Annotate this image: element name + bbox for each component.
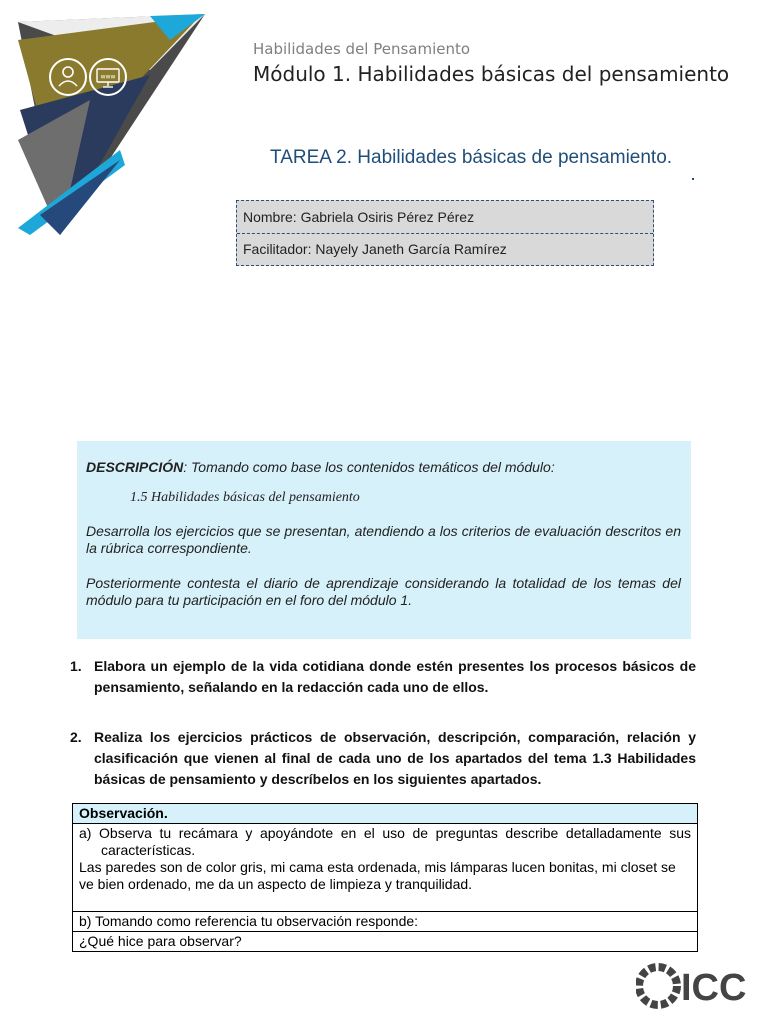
task-number: 1. [70, 658, 82, 674]
description-box [77, 441, 691, 639]
observation-table [72, 803, 698, 952]
description-paragraph-2: Desarrolla los ejercicios que se presentan, atendiendo a los criterios de evaluación descritos en la rúbrica correspondiente. [86, 523, 681, 556]
task-number: 2. [70, 729, 82, 745]
observation-header: Observación. [73, 804, 698, 824]
question-a: a) Observa tu recámara y apoyándote en el uso de preguntas describe detalladamente sus características. [79, 825, 691, 858]
icc-logo [636, 963, 754, 1009]
description-label: DESCRIPCIÓN [86, 459, 184, 475]
www-label: www [100, 73, 116, 81]
facilitator-name: Facilitador: Nayely Janeth García Ramírez [243, 241, 507, 257]
module-title: Módulo 1. Habilidades básicas del pensamiento [253, 62, 730, 86]
task-title: TAREA 2. Habilidades básicas de pensamiento. [270, 147, 673, 168]
question-c-cell[interactable]: ¿Qué hice para observar? [73, 932, 698, 952]
course-subtitle: Habilidades del Pensamiento [253, 40, 471, 58]
icc-ring-icon [639, 967, 677, 1005]
observation-answer-cell[interactable] [73, 824, 698, 912]
task-item-2 [70, 727, 696, 790]
icc-logo-text: ICC [681, 967, 747, 1009]
task-text: Realiza los ejercicios prácticos de observación, descripción, comparación, relación y clasificación que vienen al final de cada uno de los apartados del tema 1.3 Habilidades básicas de pensamiento y descríbelos en los siguientes apartados. [94, 729, 696, 787]
question-b-cell: b) Tomando como referencia tu observación responde: [73, 912, 698, 932]
info-divider [237, 233, 653, 234]
task-text: Elabora un ejemplo de la vida cotidiana donde estén presentes los procesos básicos de pensamiento, señalando en la redacción cada uno de ellos. [94, 658, 696, 695]
header-triangle-graphic [0, 0, 230, 250]
student-info-box [236, 200, 654, 266]
description-intro [86, 459, 681, 476]
description-paragraph-3: Posteriormente contesta el diario de aprendizaje considerando la totalidad de los temas del módulo para tu participación en el foro del módulo 1. [86, 575, 681, 608]
task-item-1 [70, 656, 696, 698]
decorative-dot [692, 178, 694, 180]
description-intro-text: : Tomando como base los contenidos temáticos del módulo: [183, 459, 555, 475]
description-topic: 1.5 Habilidades básicas del pensamiento [130, 490, 360, 505]
answer-a: Las paredes son de color gris, mi cama esta ordenada, mis lámparas lucen bonitas, mi closet se ve bien ordenado, me da un aspecto de limpieza y tranquilidad. [79, 859, 676, 892]
student-name: Nombre: Gabriela Osiris Pérez Pérez [243, 209, 475, 225]
